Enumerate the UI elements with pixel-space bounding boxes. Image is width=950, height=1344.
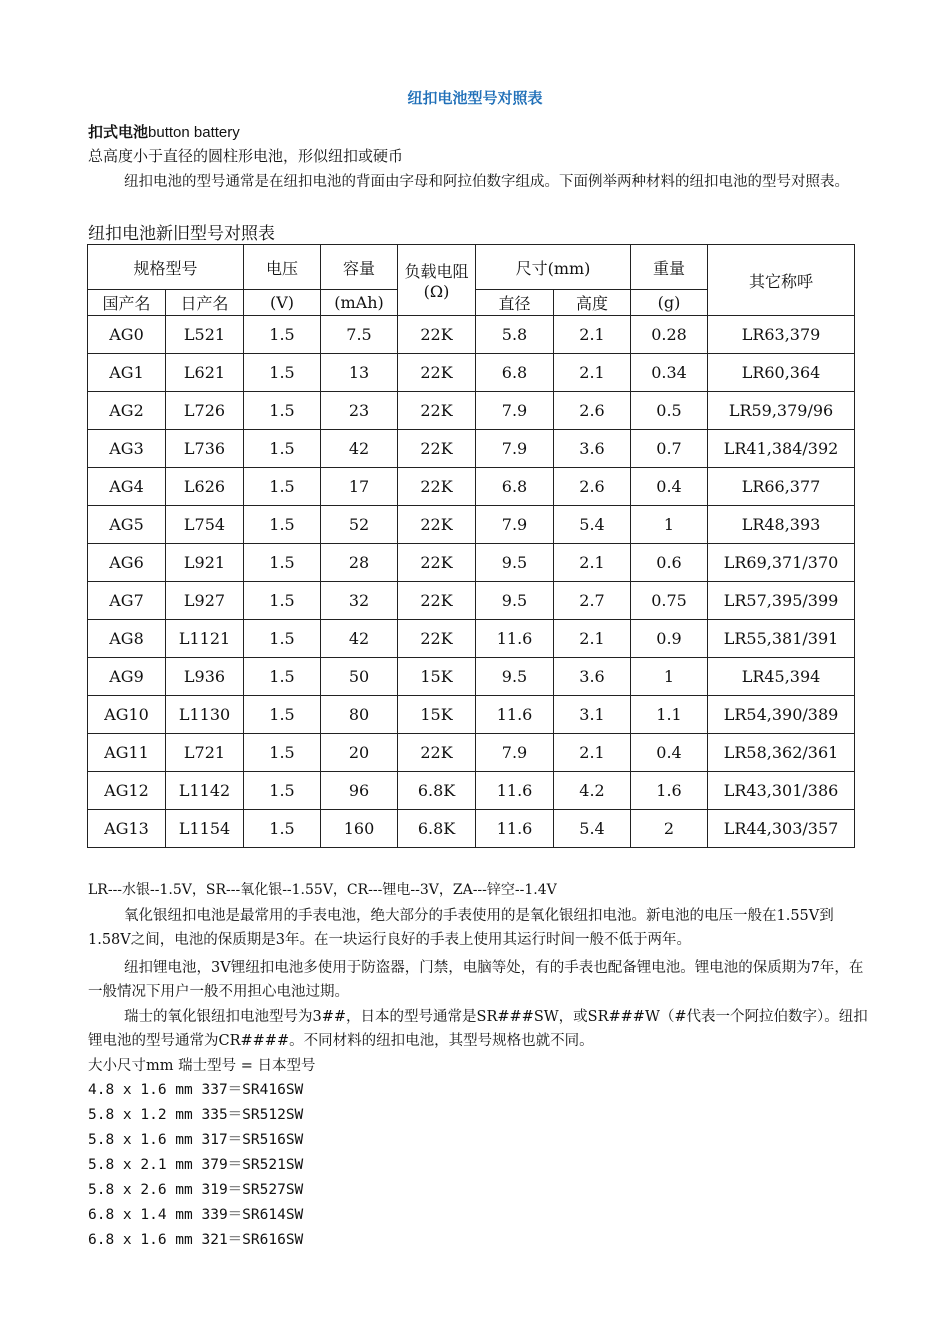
size-list <box>88 1078 303 1253</box>
cell-capacity: 20 <box>321 734 398 772</box>
cell-height: 2.1 <box>554 316 631 354</box>
cell-load: 22K <box>398 392 476 430</box>
cell-diameter: 9.5 <box>476 658 554 696</box>
cell-other: LR41,384/392 <box>708 430 855 468</box>
cell-voltage: 1.5 <box>244 620 321 658</box>
cell-domestic: AG10 <box>88 696 166 734</box>
cell-height: 3.6 <box>554 658 631 696</box>
section-heading-cn: 扣式电池 <box>88 123 149 141</box>
cell-diameter: 6.8 <box>476 468 554 506</box>
cell-capacity: 32 <box>321 582 398 620</box>
cell-other: LR59,379/96 <box>708 392 855 430</box>
cell-diameter: 11.6 <box>476 810 554 848</box>
table-row <box>88 658 855 696</box>
cell-load: 22K <box>398 582 476 620</box>
cell-japan: L621 <box>166 354 244 392</box>
cell-voltage: 1.5 <box>244 810 321 848</box>
cell-domestic: AG11 <box>88 734 166 772</box>
cell-diameter: 6.8 <box>476 354 554 392</box>
cell-load: 22K <box>398 468 476 506</box>
cell-height: 2.7 <box>554 582 631 620</box>
header-other: 其它称呼 <box>708 245 855 316</box>
legend-line: LR---水银--1.5V，SR---氧化银--1.55V，CR---锂电--3V，ZA---锌空--1.4V <box>88 882 557 898</box>
cell-other: LR55,381/391 <box>708 620 855 658</box>
header-spec: 规格型号 <box>88 245 244 290</box>
cell-load: 22K <box>398 430 476 468</box>
table-row <box>88 506 855 544</box>
cell-voltage: 1.5 <box>244 354 321 392</box>
cell-japan: L1121 <box>166 620 244 658</box>
cell-other: LR63,379 <box>708 316 855 354</box>
cell-japan: L1130 <box>166 696 244 734</box>
header-diameter: 直径 <box>476 290 554 316</box>
section-heading-en: button battery <box>148 124 240 141</box>
table-row <box>88 430 855 468</box>
table-body <box>88 316 855 848</box>
header-load-label: 负载电阻 <box>404 262 469 281</box>
header-load-unit: (Ω) <box>423 282 450 301</box>
cell-height: 2.6 <box>554 468 631 506</box>
cell-capacity: 160 <box>321 810 398 848</box>
header-voltage: 电压 <box>244 245 321 290</box>
cell-weight: 0.6 <box>631 544 708 582</box>
cell-height: 2.1 <box>554 734 631 772</box>
cell-japan: L927 <box>166 582 244 620</box>
table-row <box>88 392 855 430</box>
header-voltage-unit: (V) <box>244 290 321 316</box>
cell-voltage: 1.5 <box>244 506 321 544</box>
cell-domestic: AG9 <box>88 658 166 696</box>
cell-diameter: 9.5 <box>476 544 554 582</box>
cell-weight: 0.28 <box>631 316 708 354</box>
cell-weight: 0.75 <box>631 582 708 620</box>
cell-weight: 0.7 <box>631 430 708 468</box>
battery-spec-table <box>87 244 855 848</box>
cell-voltage: 1.5 <box>244 430 321 468</box>
cell-height: 2.1 <box>554 544 631 582</box>
header-weight: 重量 <box>631 245 708 290</box>
cell-voltage: 1.5 <box>244 696 321 734</box>
cell-voltage: 1.5 <box>244 734 321 772</box>
paragraph-swiss-models: 瑞士的氧化银纽扣电池型号为3##，日本的型号通常是SR###SW，或SR###W（#代表一个阿拉伯数字）。纽扣锂电池的型号通常为CR####。不同材料的纽扣电池，其型号规格也就不同。 <box>88 1009 868 1049</box>
section-heading <box>88 122 240 143</box>
cell-japan: L726 <box>166 392 244 430</box>
cell-japan: L521 <box>166 316 244 354</box>
cell-capacity: 13 <box>321 354 398 392</box>
cell-diameter: 7.9 <box>476 734 554 772</box>
cell-other: LR48,393 <box>708 506 855 544</box>
document-title: 纽扣电池型号对照表 <box>407 89 543 107</box>
cell-other: LR45,394 <box>708 658 855 696</box>
cell-load: 15K <box>398 658 476 696</box>
cell-height: 2.6 <box>554 392 631 430</box>
table-row <box>88 810 855 848</box>
cell-load: 6.8K <box>398 810 476 848</box>
header-load <box>398 245 476 316</box>
header-height: 高度 <box>554 290 631 316</box>
intro-paragraph: 纽扣电池的型号通常是在纽扣电池的背面由字母和阿拉伯数字组成。下面例举两种材料的纽扣电池的型号对照表。 <box>124 174 849 190</box>
cell-height: 5.4 <box>554 506 631 544</box>
paragraph-silver-oxide: 氧化银纽扣电池是最常用的手表电池，绝大部分的手表使用的是氧化银纽扣电池。新电池的电压一般在1.55V到1.58V之间，电池的保质期是3年。在一块运行良好的手表上使用其运行时间一般不低于两年。 <box>88 908 834 948</box>
cell-domestic: AG6 <box>88 544 166 582</box>
cell-domestic: AG1 <box>88 354 166 392</box>
size-list-item: 4.8 x 1.6 mm 337＝SR416SW <box>88 1082 304 1098</box>
cell-domestic: AG3 <box>88 430 166 468</box>
header-weight-unit: (g) <box>631 290 708 316</box>
cell-capacity: 42 <box>321 430 398 468</box>
table-title: 纽扣电池新旧型号对照表 <box>88 224 275 244</box>
cell-other: LR57,395/399 <box>708 582 855 620</box>
cell-other: LR58,362/361 <box>708 734 855 772</box>
size-list-item: 5.8 x 1.2 mm 335＝SR512SW <box>88 1107 304 1123</box>
table-row <box>88 544 855 582</box>
cell-domestic: AG0 <box>88 316 166 354</box>
table-row <box>88 620 855 658</box>
cell-diameter: 9.5 <box>476 582 554 620</box>
cell-other: LR54,390/389 <box>708 696 855 734</box>
header-size: 尺寸(mm) <box>476 245 631 290</box>
header-japan: 日产名 <box>166 290 244 316</box>
size-list-item: 6.8 x 1.6 mm 321＝SR616SW <box>88 1232 304 1248</box>
cell-height: 2.1 <box>554 620 631 658</box>
table-row <box>88 468 855 506</box>
cell-domestic: AG8 <box>88 620 166 658</box>
cell-load: 22K <box>398 620 476 658</box>
cell-height: 4.2 <box>554 772 631 810</box>
header-domestic: 国产名 <box>88 290 166 316</box>
paragraph-lithium: 纽扣锂电池，3V锂纽扣电池多使用于防盗器，门禁，电脑等处，有的手表也配备锂电池。锂电池的保质期为7年，在一般情况下用户一般不用担心电池过期。 <box>88 960 864 1000</box>
cell-domestic: AG7 <box>88 582 166 620</box>
cell-capacity: 17 <box>321 468 398 506</box>
cell-weight: 1.1 <box>631 696 708 734</box>
header-capacity: 容量 <box>321 245 398 290</box>
table-row <box>88 772 855 810</box>
cell-other: LR60,364 <box>708 354 855 392</box>
cell-height: 3.1 <box>554 696 631 734</box>
table-row <box>88 316 855 354</box>
cell-capacity: 23 <box>321 392 398 430</box>
cell-capacity: 52 <box>321 506 398 544</box>
cell-capacity: 7.5 <box>321 316 398 354</box>
cell-weight: 0.4 <box>631 468 708 506</box>
size-list-item: 5.8 x 2.6 mm 319＝SR527SW <box>88 1182 304 1198</box>
cell-capacity: 42 <box>321 620 398 658</box>
cell-other: LR43,301/386 <box>708 772 855 810</box>
cell-voltage: 1.5 <box>244 772 321 810</box>
cell-weight: 2 <box>631 810 708 848</box>
cell-load: 22K <box>398 316 476 354</box>
cell-weight: 1 <box>631 506 708 544</box>
cell-domestic: AG4 <box>88 468 166 506</box>
cell-capacity: 80 <box>321 696 398 734</box>
cell-diameter: 7.9 <box>476 430 554 468</box>
cell-load: 15K <box>398 696 476 734</box>
cell-load: 22K <box>398 544 476 582</box>
cell-japan: L754 <box>166 506 244 544</box>
cell-voltage: 1.5 <box>244 468 321 506</box>
intro-line: 总高度小于直径的圆柱形电池，形似纽扣或硬币 <box>88 147 404 165</box>
cell-domestic: AG12 <box>88 772 166 810</box>
cell-japan: L736 <box>166 430 244 468</box>
cell-weight: 0.9 <box>631 620 708 658</box>
cell-capacity: 28 <box>321 544 398 582</box>
cell-load: 22K <box>398 354 476 392</box>
cell-load: 6.8K <box>398 772 476 810</box>
cell-domestic: AG5 <box>88 506 166 544</box>
cell-diameter: 7.9 <box>476 392 554 430</box>
cell-japan: L1142 <box>166 772 244 810</box>
cell-domestic: AG13 <box>88 810 166 848</box>
cell-other: LR69,371/370 <box>708 544 855 582</box>
cell-weight: 1.6 <box>631 772 708 810</box>
cell-voltage: 1.5 <box>244 316 321 354</box>
cell-weight: 0.4 <box>631 734 708 772</box>
table-row <box>88 696 855 734</box>
cell-weight: 0.5 <box>631 392 708 430</box>
size-list-item: 6.8 x 1.4 mm 339＝SR614SW <box>88 1207 304 1223</box>
cell-japan: L626 <box>166 468 244 506</box>
cell-height: 3.6 <box>554 430 631 468</box>
cell-diameter: 7.9 <box>476 506 554 544</box>
size-list-item: 5.8 x 2.1 mm 379＝SR521SW <box>88 1157 304 1173</box>
cell-voltage: 1.5 <box>244 582 321 620</box>
cell-capacity: 96 <box>321 772 398 810</box>
size-list-item: 5.8 x 1.6 mm 317＝SR516SW <box>88 1132 304 1148</box>
cell-height: 5.4 <box>554 810 631 848</box>
table-row <box>88 354 855 392</box>
cell-diameter: 11.6 <box>476 772 554 810</box>
cell-voltage: 1.5 <box>244 392 321 430</box>
cell-japan: L936 <box>166 658 244 696</box>
table-row <box>88 734 855 772</box>
cell-load: 22K <box>398 506 476 544</box>
cell-diameter: 11.6 <box>476 620 554 658</box>
cell-japan: L1154 <box>166 810 244 848</box>
header-capacity-unit: (mAh) <box>321 290 398 316</box>
cell-domestic: AG2 <box>88 392 166 430</box>
cell-capacity: 50 <box>321 658 398 696</box>
cell-voltage: 1.5 <box>244 658 321 696</box>
cell-height: 2.1 <box>554 354 631 392</box>
cell-japan: L921 <box>166 544 244 582</box>
cell-weight: 0.34 <box>631 354 708 392</box>
cell-diameter: 11.6 <box>476 696 554 734</box>
cell-diameter: 5.8 <box>476 316 554 354</box>
cell-voltage: 1.5 <box>244 544 321 582</box>
cell-weight: 1 <box>631 658 708 696</box>
cell-other: LR44,303/357 <box>708 810 855 848</box>
cell-load: 22K <box>398 734 476 772</box>
size-header: 大小尺寸mm 瑞士型号 = 日本型号 <box>88 1058 316 1074</box>
cell-japan: L721 <box>166 734 244 772</box>
cell-other: LR66,377 <box>708 468 855 506</box>
table-row <box>88 582 855 620</box>
